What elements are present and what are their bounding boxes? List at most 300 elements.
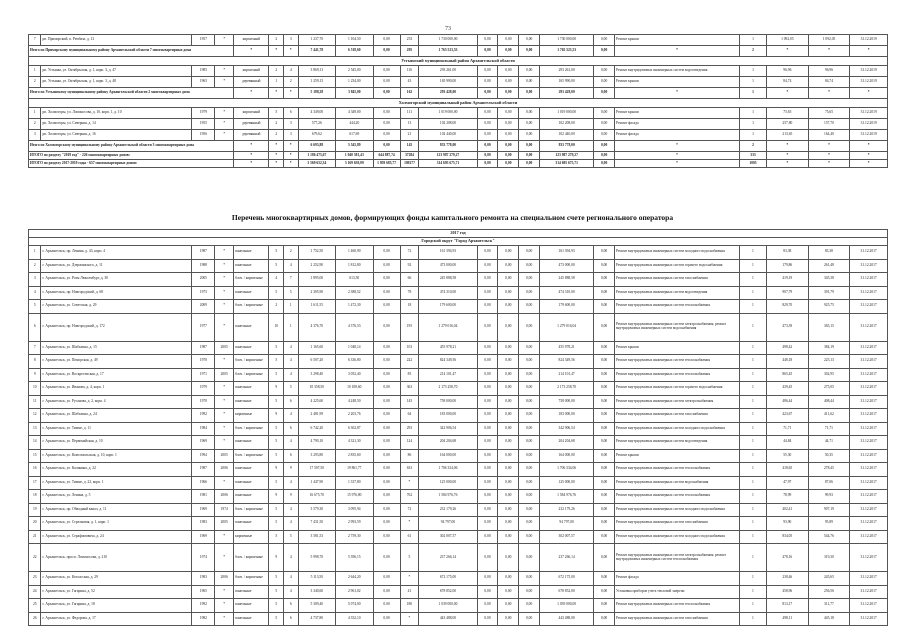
- table-cell: 302 007,57: [540, 530, 594, 544]
- table-cell: 4 737,80: [298, 612, 335, 626]
- table-cell: 0,00: [477, 436, 498, 450]
- table-cell: 9: [269, 409, 284, 423]
- table-cell: *: [400, 476, 419, 490]
- table-cell: *: [615, 141, 740, 152]
- table-cell: 3: [284, 119, 299, 130]
- table-cell: панельные: [234, 382, 269, 396]
- table-cell: 1966: [192, 476, 215, 490]
- table-cell: 164 000,00: [540, 449, 594, 463]
- table-cell: 678 852,00: [540, 585, 594, 599]
- table-cell: 123 987 279,27: [419, 152, 477, 160]
- table-cell: 0,00: [498, 286, 519, 300]
- table-cell: 0,00: [498, 530, 519, 544]
- table-cell: 2: [269, 119, 284, 130]
- table-cell: г. Архангельск, ул. Гагарина, д. 18: [41, 599, 192, 613]
- table-cell: *: [615, 152, 740, 160]
- table-cell: 9: [269, 490, 284, 504]
- table-cell: блоч. / кирпичные: [234, 300, 269, 314]
- table-cell: 6: [284, 599, 299, 613]
- table-cell: 214 101,47: [540, 368, 594, 382]
- table-cell: блоч. / кирпичные: [234, 422, 269, 436]
- table-cell: 4: [284, 476, 299, 490]
- table-cell: 1 337,80: [336, 476, 373, 490]
- table-cell: 12: [29, 409, 41, 423]
- table-cell: 1987: [192, 341, 215, 355]
- table-cell: 222: [400, 355, 419, 369]
- table-cell: 384,19: [808, 341, 850, 355]
- table-cell: Ремонт внутридомовых инженерных систем электроснабжения; ремонт внутридомовых инженерных систем водоснабжения: [614, 313, 739, 341]
- table-cell: 293 428,00: [540, 88, 594, 99]
- table-cell: 5: [269, 585, 284, 599]
- table-cell: 0,00: [373, 273, 400, 287]
- table-row: [29, 382, 888, 396]
- table-cell: 83,38: [766, 246, 808, 260]
- table-cell: 1 472,30: [336, 300, 373, 314]
- table-row: [29, 503, 888, 517]
- table-cell: Установка приборов учета тепловой энергии: [614, 585, 739, 599]
- table-cell: 78,99: [766, 490, 808, 504]
- table-cell: *: [850, 141, 888, 152]
- table-cell: 1987: [192, 246, 215, 260]
- table-cell: 0,00: [519, 300, 540, 314]
- table-cell: г. Архангельск, пр. Новгородский, д. 172: [41, 313, 192, 341]
- table-cell: 0,00: [498, 273, 519, 287]
- table-cell: 0,00: [373, 88, 400, 99]
- table-cell: 6 742,20: [298, 422, 335, 436]
- table-cell: 1: [739, 395, 766, 409]
- table-cell: 102 208,00: [419, 119, 477, 130]
- table-cell: 7 431,50: [298, 517, 335, 531]
- table-cell: *: [615, 88, 740, 99]
- table-cell: 0,00: [477, 341, 498, 355]
- table-cell: 0,00: [477, 141, 498, 152]
- table-cell: 3 052,40: [336, 368, 373, 382]
- table-cell: г. Архангельск, ул. Комсомольская, д. 10, корп. 1: [41, 449, 192, 463]
- table-cell: 0,00: [594, 476, 615, 490]
- table-cell: 180: [400, 599, 419, 613]
- table-cell: 2: [739, 46, 766, 57]
- table-cell: 486,44: [766, 395, 808, 409]
- table-cell: 6: [29, 313, 41, 341]
- table-cell: *: [215, 313, 234, 341]
- table-cell: 31.12.2017: [850, 599, 888, 613]
- table-cell: 6 302,87: [336, 422, 373, 436]
- table-cell: 6: [284, 449, 299, 463]
- table-cell: 0,00: [519, 490, 540, 504]
- table-cell: 0,00: [498, 77, 519, 88]
- table-cell: 0,00: [498, 490, 519, 504]
- table-cell: 0,00: [477, 463, 498, 477]
- table-cell: 0,00: [477, 108, 498, 119]
- table-cell: 261,48: [808, 259, 850, 273]
- table-cell: 31.12.2017: [850, 463, 888, 477]
- table-cell: 0,00: [594, 286, 615, 300]
- table-cell: г. Архангельск, ул. Иванова, д. 4, корп. 1: [41, 382, 192, 396]
- table-cell: 0,00: [477, 395, 498, 409]
- table-cell: *: [215, 612, 234, 626]
- table-cell: блоч. / кирпичные: [234, 449, 269, 463]
- table-cell: 1992: [192, 409, 215, 423]
- table-cell: *: [269, 152, 284, 160]
- table-cell: 6 336,80: [336, 355, 373, 369]
- table-cell: 1 092,05: [767, 35, 809, 46]
- table-cell: *: [400, 612, 419, 626]
- table-cell: 0,00: [519, 517, 540, 531]
- table-cell: 17 507,50: [298, 463, 335, 477]
- table-cell: 5: [29, 300, 41, 314]
- table-cell: 2006: [215, 490, 234, 504]
- table-cell: 2: [284, 246, 299, 260]
- table-cell: 2005: [192, 273, 215, 287]
- table-cell: 5: [269, 286, 284, 300]
- table-cell: 474 310,00: [419, 286, 477, 300]
- table-cell: 0,00: [373, 449, 400, 463]
- table-cell: 1: [739, 286, 766, 300]
- table-cell: *: [215, 259, 234, 273]
- table-cell: 293 261,00: [540, 66, 594, 77]
- table-cell: 0,00: [594, 517, 615, 531]
- table-row: [29, 300, 888, 314]
- table-cell: 31.12.2017: [850, 355, 888, 369]
- table-cell: 1956: [192, 130, 215, 141]
- table-cell: 0,00: [498, 313, 519, 341]
- table-cell: 161 394,93: [419, 246, 477, 260]
- table-cell: 1981: [192, 490, 215, 504]
- table-cell: 0,00: [594, 341, 615, 355]
- table-cell: 402,41: [766, 503, 808, 517]
- table-cell: Ремонт внутридомовых инженерных систем водоотведения: [615, 66, 740, 77]
- table-cell: 256,56: [808, 585, 850, 599]
- table-cell: 544,76: [808, 530, 850, 544]
- table-cell: Ремонт внутридомовых инженерных систем теплоснабжения: [614, 300, 739, 314]
- table-cell: *: [808, 141, 850, 152]
- table-row: [29, 599, 888, 613]
- table-cell: *: [215, 585, 234, 599]
- table-cell: 4: [284, 66, 299, 77]
- table-cell: 0,00: [594, 108, 615, 119]
- table-cell: 1987: [192, 463, 215, 477]
- table-cell: 1: [739, 88, 766, 99]
- table-cell: 183 000,00: [540, 409, 594, 423]
- table-cell: 0,00: [519, 160, 540, 168]
- table-cell: 257,80: [767, 119, 809, 130]
- table-cell: 4 248,50: [336, 395, 373, 409]
- table-cell: 762: [400, 490, 419, 504]
- table-cell: 13: [400, 119, 419, 130]
- table-cell: *: [850, 46, 888, 57]
- table-cell: 0,00: [373, 599, 400, 613]
- table-cell: г. Архангельск, ул. Федорова, д. 17: [41, 612, 192, 626]
- table-cell: 9: [269, 463, 284, 477]
- table-cell: блоч. / кирпичные: [234, 368, 269, 382]
- table-cell: 0,00: [498, 152, 519, 160]
- table-cell: 0,00: [498, 160, 519, 168]
- table-cell: 0,00: [594, 46, 615, 57]
- table-cell: 19 861,77: [336, 463, 373, 477]
- table-cell: 31.12.2017: [850, 259, 888, 273]
- table-cell: 0,00: [477, 160, 498, 168]
- table-cell: 72: [400, 246, 419, 260]
- table-cell: 31.12.2017: [850, 612, 888, 626]
- table-cell: 0,00: [519, 108, 540, 119]
- table-cell: 1 039 000,00: [540, 599, 594, 613]
- table-cell: г. Архангельск, ул. Тимме, д. 22, корп. 1: [41, 476, 192, 490]
- table-cell: 1 092,05: [808, 35, 850, 46]
- table-cell: 5: [269, 503, 284, 517]
- table-cell: 1969: [192, 436, 215, 450]
- table-cell: 164 000,00: [419, 449, 477, 463]
- table-cell: 0,00: [594, 355, 615, 369]
- table-cell: 253: [400, 35, 419, 46]
- table-cell: 183 000,00: [419, 409, 477, 423]
- table-cell: 1955: [192, 119, 215, 130]
- table-cell: *: [215, 382, 234, 396]
- table-cell: 2: [29, 119, 41, 130]
- table-cell: 17: [29, 476, 41, 490]
- table-cell: 1 279 016,04: [419, 313, 477, 341]
- table-cell: 179,86: [766, 259, 808, 273]
- table-cell: 3 845,00: [336, 88, 373, 99]
- table-cell: 3 293,80: [298, 449, 335, 463]
- table-cell: 0,00: [477, 422, 498, 436]
- table-cell: 0,00: [477, 46, 498, 57]
- table-cell: г. Архангельск, ул. Воскресенская, д. 17: [41, 368, 192, 382]
- table-cell: 9: [284, 463, 299, 477]
- table-cell: 1 765 523,53: [419, 46, 477, 57]
- table-cell: 1: [739, 313, 766, 341]
- table-cell: 1: [284, 300, 299, 314]
- table-cell: 0,00: [477, 88, 498, 99]
- table-cell: 314 695 675,71: [419, 160, 477, 168]
- table-cell: 758 000,00: [419, 395, 477, 409]
- table-cell: 1 234,00: [336, 77, 373, 88]
- table-cell: 0,00: [373, 368, 400, 382]
- table-cell: 0,00: [373, 313, 400, 341]
- table-cell: 455 978,21: [540, 341, 594, 355]
- table-cell: 1: [739, 273, 766, 287]
- table-row: [29, 585, 888, 599]
- table-cell: г. Архангельск, ул. Стрелковая, д. 1, корп. 1: [41, 517, 192, 531]
- table-cell: 31.12.2017: [850, 544, 888, 572]
- table-cell: 445,18: [808, 612, 850, 626]
- table-cell: 0,00: [477, 490, 498, 504]
- table-cell: 1 959 685,77: [373, 160, 400, 168]
- table-cell: *: [215, 530, 234, 544]
- table-cell: деревянный: [234, 77, 269, 88]
- table-cell: 4 376,70: [298, 313, 335, 341]
- table-cell: 4: [284, 409, 299, 423]
- table-row: [29, 355, 888, 369]
- table-cell: 10 108,60: [336, 382, 373, 396]
- table-cell: 0,00: [519, 530, 540, 544]
- table-cell: 0,00: [477, 119, 498, 130]
- table-cell: 0,00: [519, 119, 540, 130]
- subtotal-row: [29, 141, 888, 152]
- section-header-row: [29, 57, 888, 66]
- table-cell: 5 188,28: [298, 88, 335, 99]
- table-cell: 5: [400, 544, 419, 572]
- table-cell: 23: [29, 572, 41, 586]
- table-cell: 0,00: [373, 530, 400, 544]
- table-cell: 4 349,00: [336, 108, 373, 119]
- table-cell: 2: [269, 66, 284, 77]
- table-cell: 9: [284, 490, 299, 504]
- table-cell: 0,00: [373, 476, 400, 490]
- table-cell: 1 752,50: [298, 246, 335, 260]
- table-cell: 2 835,60: [336, 449, 373, 463]
- table-cell: 678 852,00: [419, 585, 477, 599]
- table-cell: 10: [29, 382, 41, 396]
- table-cell: 2009: [192, 300, 215, 314]
- table-cell: 0,00: [594, 409, 615, 423]
- table-cell: 5: [269, 476, 284, 490]
- table-cell: 6 518,60: [336, 46, 373, 57]
- table-cell: 31.12.2019: [850, 108, 888, 119]
- table-cell: 0,00: [373, 66, 400, 77]
- table-cell: Ремонт крыши: [614, 449, 739, 463]
- table-cell: 498,42: [766, 341, 808, 355]
- table-cell: 0,00: [519, 503, 540, 517]
- table-cell: 2 203,76: [336, 409, 373, 423]
- table-cell: 7: [29, 341, 41, 355]
- table-cell: 102 440,00: [419, 130, 477, 141]
- table-cell: 0,00: [373, 436, 400, 450]
- table-cell: 165 990,00: [419, 77, 477, 88]
- table-cell: 5: [269, 368, 284, 382]
- table-cell: 9: [269, 382, 284, 396]
- table-cell: 1 812,80: [336, 259, 373, 273]
- table-cell: 7 441,78: [298, 46, 335, 57]
- table-cell: 0,00: [373, 35, 400, 46]
- table-cell: 31.12.2017: [850, 436, 888, 450]
- table-cell: 165 990,00: [540, 77, 594, 88]
- table-cell: *: [284, 46, 299, 57]
- table-cell: 1979: [192, 108, 215, 119]
- table-cell: *: [808, 152, 850, 160]
- table-cell: *: [215, 544, 234, 572]
- table-cell: 1: [739, 476, 766, 490]
- table-cell: 0,00: [519, 395, 540, 409]
- table-cell: 0,00: [373, 259, 400, 273]
- table-cell: Ремонт внутридомовых инженерных систем холодного водоснабжения: [614, 530, 739, 544]
- table-cell: 3: [29, 130, 41, 141]
- table-cell: 4 376,53: [336, 313, 373, 341]
- table-cell: 71,71: [808, 422, 850, 436]
- table-cell: 162: [400, 88, 419, 99]
- table-cell: панельные: [234, 463, 269, 477]
- table-cell: 0,00: [373, 517, 400, 531]
- table-cell: 1: [739, 422, 766, 436]
- table-cell: Ремонт внутридомовых инженерных систем водоснабжения: [614, 476, 739, 490]
- table-cell: 71,71: [766, 422, 808, 436]
- table-cell: 448,18: [766, 355, 808, 369]
- table-cell: 179 600,00: [540, 300, 594, 314]
- table-cell: 20: [29, 517, 41, 531]
- table-cell: 0,00: [373, 422, 400, 436]
- table-cell: 5: [284, 530, 299, 544]
- table-cell: *: [215, 300, 234, 314]
- table-cell: 1 048,14: [336, 341, 373, 355]
- table-cell: 0,00: [477, 355, 498, 369]
- table-cell: 813,17: [766, 599, 808, 613]
- table-cell: 0,00: [519, 436, 540, 450]
- table-cell: 195: [400, 313, 419, 341]
- table-cell: 1: [739, 130, 766, 141]
- table-cell: панельные: [234, 612, 269, 626]
- table-cell: 237 266,14: [419, 544, 477, 572]
- table-cell: 4: [284, 368, 299, 382]
- table-cell: 0,00: [594, 599, 615, 613]
- table-cell: 3: [284, 130, 299, 141]
- table-cell: 0,00: [498, 355, 519, 369]
- table-cell: 1 730 000,00: [419, 35, 477, 46]
- table-cell: *: [850, 152, 888, 160]
- table-cell: 14: [29, 436, 41, 450]
- table-cell: панельные: [234, 286, 269, 300]
- table-cell: 1: [739, 66, 766, 77]
- table-cell: 5 545,89: [336, 141, 373, 152]
- table-cell: 0,00: [373, 409, 400, 423]
- table-cell: блоч. / кирпичные: [234, 572, 269, 586]
- subtotal-row: [29, 46, 888, 57]
- table-cell: 5: [269, 108, 284, 119]
- table-row: [29, 108, 888, 119]
- table-cell: 5: [269, 436, 284, 450]
- table-row: [29, 449, 888, 463]
- table-cell: 1: [739, 246, 766, 260]
- table-cell: 2 173 258,70: [540, 382, 594, 396]
- table-cell: 7: [284, 273, 299, 287]
- table-cell: 0,00: [477, 572, 498, 586]
- table-cell: 0,00: [373, 463, 400, 477]
- table-cell: 0,00: [519, 35, 540, 46]
- table-cell: Ремонт фасада: [615, 130, 740, 141]
- table-cell: 1965: [192, 77, 215, 88]
- table-cell: *: [215, 395, 234, 409]
- table-cell: 907,19: [808, 503, 850, 517]
- table-cell: 47,97: [766, 476, 808, 490]
- table-cell: 0,00: [498, 119, 519, 130]
- table-cell: 0,00: [594, 273, 615, 287]
- table-cell: 4: [284, 259, 299, 273]
- table-cell: 64: [400, 409, 419, 423]
- table-cell: 31.12.2017: [850, 530, 888, 544]
- table-cell: 0,00: [498, 476, 519, 490]
- table-cell: 1: [739, 530, 766, 544]
- table-cell: 0,00: [594, 490, 615, 504]
- table-cell: 455 978,21: [419, 341, 477, 355]
- table-cell: 2005: [215, 449, 234, 463]
- table-cell: 2 961,02: [336, 585, 373, 599]
- table-cell: 3 581,53: [298, 530, 335, 544]
- table-cell: 2006: [215, 572, 234, 586]
- table-cell: 1 019 000,00: [540, 108, 594, 119]
- table-cell: 0,00: [498, 517, 519, 531]
- table-cell: 21: [29, 530, 41, 544]
- table-row: [29, 313, 888, 341]
- table-cell: 1: [739, 517, 766, 531]
- table-cell: 617,69: [336, 130, 373, 141]
- table-cell: 0,00: [498, 66, 519, 77]
- table-cell: 15 976,80: [336, 490, 373, 504]
- table-cell: 245 888,58: [419, 273, 477, 287]
- table-cell: 1 460,90: [336, 246, 373, 260]
- table-cell: 3 340,60: [298, 585, 335, 599]
- table-cell: 72: [400, 503, 419, 517]
- table-row: [29, 436, 888, 450]
- table-cell: 1 611,55: [298, 300, 335, 314]
- table-cell: 31.12.2019: [850, 130, 888, 141]
